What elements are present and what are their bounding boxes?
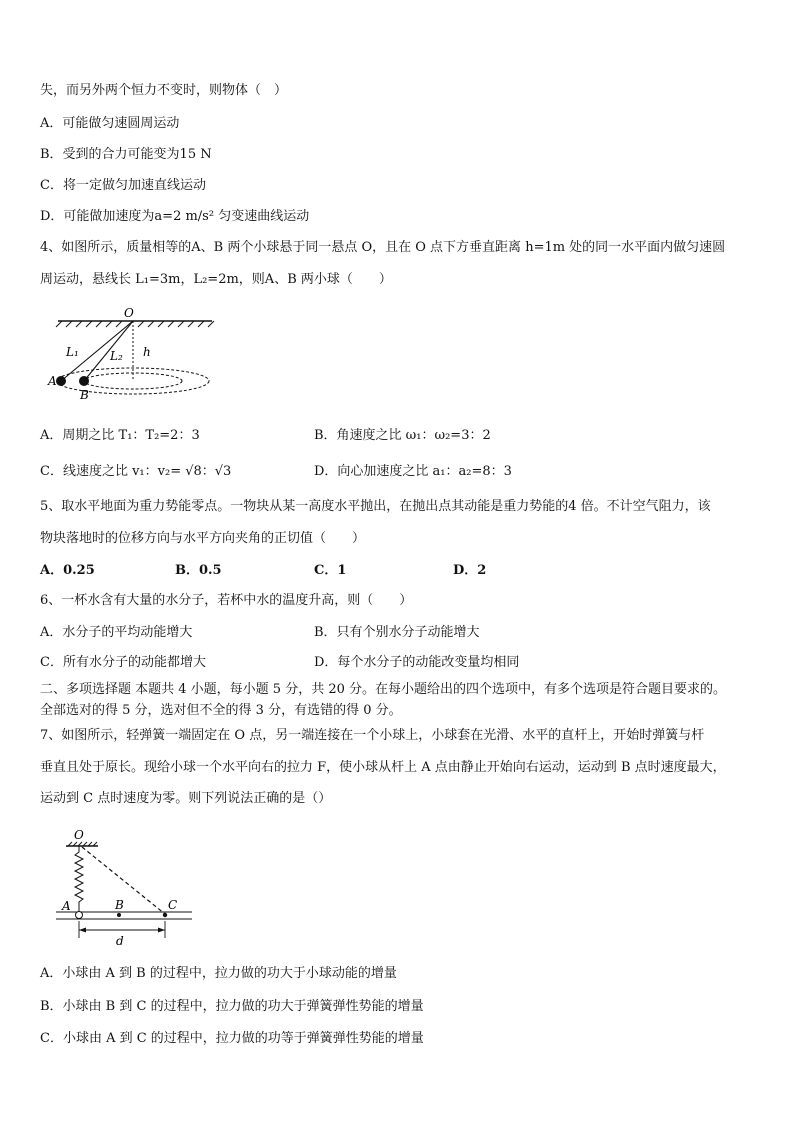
q6-option-b: B．只有个别水分子动能增大 xyxy=(314,625,480,640)
q5-option-d: D．2 xyxy=(453,563,487,578)
q4-label-h: h xyxy=(143,345,151,359)
q4-option-a: A．周期之比 T₁：T₂=2：3 xyxy=(40,428,200,443)
q7-spring-figure xyxy=(52,822,202,952)
q4-label-a: A xyxy=(48,374,57,388)
q4-label-l2: L₂ xyxy=(110,349,123,363)
q4-label-o: O xyxy=(124,306,134,320)
q5-option-b: B．0.5 xyxy=(175,563,222,578)
q5-option-a: A．0.25 xyxy=(40,563,95,578)
q4-stem-line1: 4、如图所示，质量相等的A、B 两个小球悬于同一悬点 O，且在 O 点下方垂直距离 h=1m 处的同一水平面内做匀速圆 xyxy=(40,240,726,255)
q6-option-d: D．每个水分子的动能改变量均相同 xyxy=(314,655,520,670)
q4-option-b: B．角速度之比 ω₁：ω₂=3：2 xyxy=(314,428,491,443)
q4-pendulum-figure xyxy=(50,300,230,405)
q4-option-d: D．向心加速度之比 a₁：a₂=8：3 xyxy=(314,464,512,479)
q7-stem-line1: 7、如图所示，轻弹簧一端固定在 O 点，另一端连接在一个小球上，小球套在光滑、水平的直杆上，开始时弹簧与杆 xyxy=(40,728,705,743)
q3-stem-tail: 失，而另外两个恒力不变时，则物体（ ） xyxy=(40,83,288,98)
q4-label-b: B xyxy=(80,388,89,402)
q7-option-a: A．小球由 A 到 B 的过程中，拉力做的功大于小球动能的增量 xyxy=(40,966,397,981)
q4-option-c: C．线速度之比 v₁：v₂= √8：√3 xyxy=(40,464,232,479)
q3-option-c: C．将一定做匀加速直线运动 xyxy=(40,178,206,193)
q3-option-a: A．可能做匀速圆周运动 xyxy=(40,116,180,131)
q7-label-o: O xyxy=(74,828,84,842)
q6-option-c: C．所有水分子的动能都增大 xyxy=(40,655,206,670)
q7-label-b: B xyxy=(115,898,124,912)
q5-stem-line1: 5、取水平地面为重力势能零点。一物块从某一高度水平抛出，在抛出点其动能是重力势能的4 倍。不计空气阻力，该 xyxy=(40,499,711,514)
q3-option-b: B．受到的合力可能变为15 N xyxy=(40,147,212,162)
section2-line2: 全部选对的得 5 分，选对但不全的得 3 分，有选错的得 0 分。 xyxy=(40,703,402,718)
q4-stem-line2: 周运动，悬线长 L₁=3m，L₂=2m，则A、B 两小球（ ） xyxy=(40,272,392,287)
q6-stem: 6、一杯水含有大量的水分子，若杯中水的温度升高，则（ ） xyxy=(40,593,413,608)
q3-option-d: D．可能做加速度为a=2 m/s² 匀变速曲线运动 xyxy=(40,209,310,224)
q6-option-a: A．水分子的平均动能增大 xyxy=(40,625,193,640)
q5-stem-line2: 物块落地时的位移方向与水平方向夹角的正切值（ ） xyxy=(40,531,366,546)
q7-option-b: B．小球由 B 到 C 的过程中，拉力做的功大于弹簧弹性势能的增量 xyxy=(40,999,424,1014)
q7-label-d: d xyxy=(116,934,124,948)
q5-option-c: C．1 xyxy=(314,563,347,578)
section2-line1: 二、多项选择题 本题共 4 小题，每小题 5 分，共 20 分。在每小题给出的四个选项中，有多个选项是符合题目要求的。 xyxy=(40,682,727,697)
q4-label-l1: L₁ xyxy=(66,345,79,359)
q7-stem-line3: 运动到 C 点时速度为零。则下列说法正确的是（） xyxy=(40,791,332,806)
q7-label-c: C xyxy=(168,898,178,912)
q7-option-c: C．小球由 A 到 C 的过程中，拉力做的功等于弹簧弹性势能的增量 xyxy=(40,1031,424,1046)
q7-label-a: A xyxy=(62,899,71,913)
q7-stem-line2: 垂直且处于原长。现给小球一个水平向右的拉力 F，使小球从杆上 A 点由静止开始向右运动，运动到 B 点时速度最大， xyxy=(40,760,726,775)
